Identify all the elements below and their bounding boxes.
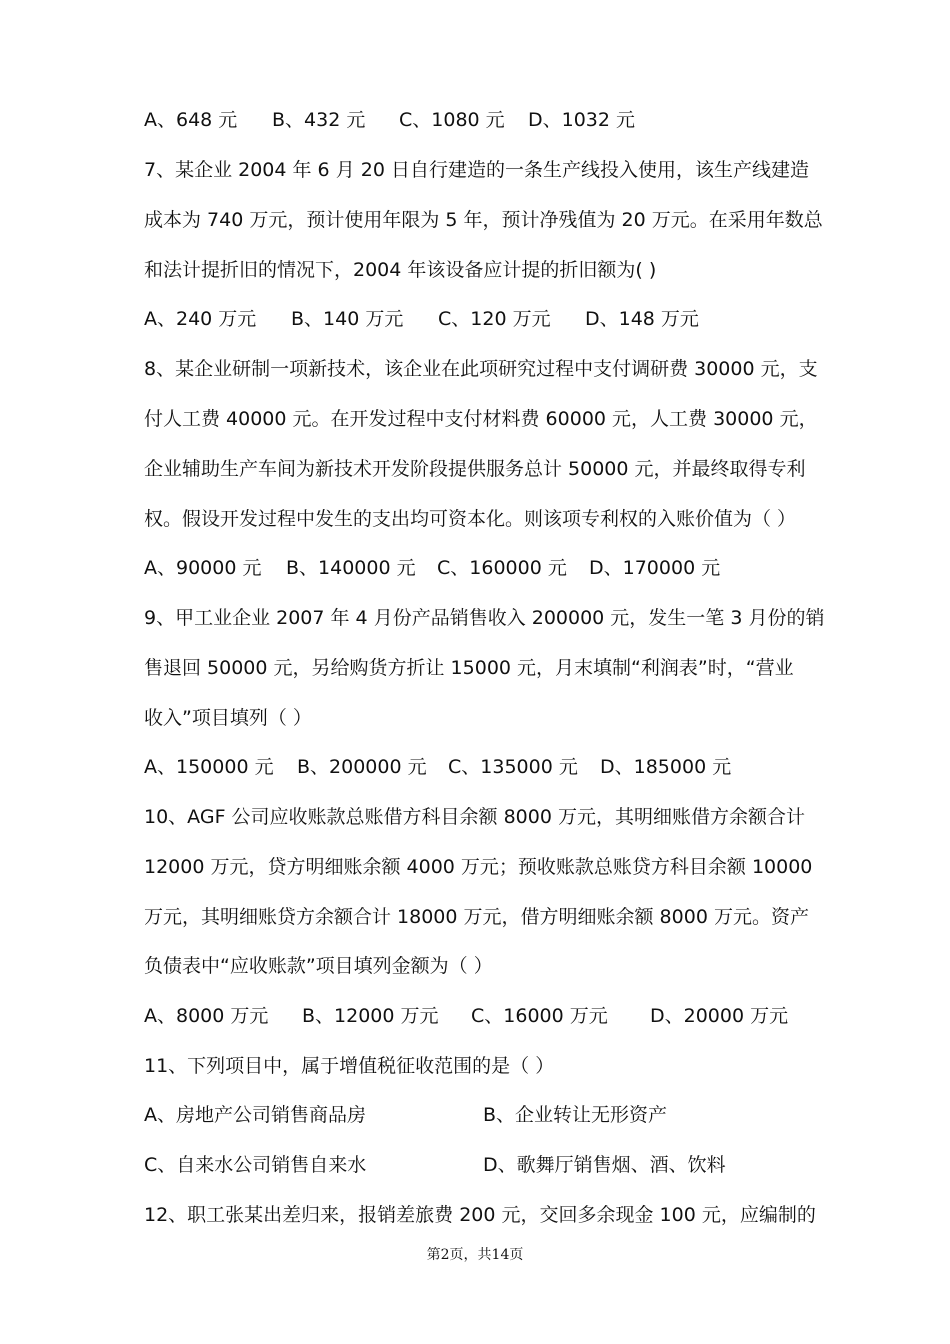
q6-option-b: B、432 元 — [272, 109, 366, 131]
question-8-line-3: 企业辅助生产车间为新技术开发阶段提供服务总计 50000 元，并最终取得专利 — [144, 458, 806, 480]
question-10-line-2: 12000 万元，贷方明细账余额 4000 万元；预收账款总账贷方科目余额 10000 — [144, 856, 813, 878]
q7-option-c: C、120 万元 — [438, 308, 551, 330]
q9-option-b: B、200000 元 — [297, 756, 427, 778]
question-9-line-3: 收入”项目填列（ ） — [144, 707, 312, 729]
q10-option-b: B、12000 万元 — [302, 1005, 439, 1027]
question-7-line-1: 7、某企业 2004 年 6 月 20 日自行建造的一条生产线投入使用，该生产线建造 — [144, 159, 809, 181]
question-9-line-1: 9、甲工业企业 2007 年 4 月份产品销售收入 200000 元，发生一笔 3 月份的销 — [144, 607, 825, 629]
q8-option-b: B、140000 元 — [286, 557, 416, 579]
question-8-line-1: 8、某企业研制一项新技术，该企业在此项研究过程中支付调研费 30000 元，支 — [144, 358, 818, 380]
question-12-line-1: 12、职工张某出差归来，报销差旅费 200 元，交回多余现金 100 元，应编制的 — [144, 1204, 816, 1226]
q10-option-c: C、16000 万元 — [471, 1005, 608, 1027]
q6-option-d: D、1032 元 — [528, 109, 636, 131]
q10-option-a: A、8000 万元 — [144, 1005, 269, 1027]
q8-option-d: D、170000 元 — [589, 557, 721, 579]
q11-option-c: C、自来水公司销售自来水 — [144, 1154, 367, 1176]
q6-option-c: C、1080 元 — [399, 109, 505, 131]
q11-option-d: D、歌舞厅销售烟、酒、饮料 — [483, 1154, 726, 1176]
q9-option-a: A、150000 元 — [144, 756, 274, 778]
q7-option-a: A、240 万元 — [144, 308, 257, 330]
q11-option-a: A、房地产公司销售商品房 — [144, 1104, 366, 1126]
q7-option-b: B、140 万元 — [291, 308, 404, 330]
q8-option-c: C、160000 元 — [437, 557, 567, 579]
question-7-line-2: 成本为 740 万元，预计使用年限为 5 年，预计净残值为 20 万元。在采用年数总 — [144, 209, 823, 231]
q11-option-b: B、企业转让无形资产 — [483, 1104, 668, 1126]
question-10-line-1: 10、AGF 公司应收账款总账借方科目余额 8000 万元，其明细账借方余额合计 — [144, 806, 805, 828]
question-10-line-3: 万元，其明细账贷方余额合计 18000 万元，借方明细账余额 8000 万元。资产 — [144, 906, 809, 928]
page-footer: 第2页，共14页 — [426, 1247, 524, 1263]
question-10-line-4: 负债表中“应收账款”项目填列金额为（ ） — [144, 955, 493, 977]
question-11-line-1: 11、下列项目中，属于增值税征收范围的是（ ） — [144, 1055, 555, 1077]
q9-option-d: D、185000 元 — [600, 756, 732, 778]
question-7-line-3: 和法计提折旧的情况下，2004 年该设备应计提的折旧额为( ) — [144, 259, 657, 281]
q6-option-a: A、648 元 — [144, 109, 238, 131]
q8-option-a: A、90000 元 — [144, 557, 262, 579]
question-8-line-4: 权。假设开发过程中发生的支出均可资本化。则该项专利权的入账价值为（ ） — [144, 508, 797, 530]
question-9-line-2: 售退回 50000 元，另给购货方折让 15000 元，月末填制“利润表”时，“营业 — [144, 657, 794, 679]
q7-option-d: D、148 万元 — [585, 308, 699, 330]
q10-option-d: D、20000 万元 — [650, 1005, 789, 1027]
q9-option-c: C、135000 元 — [448, 756, 578, 778]
question-8-line-2: 付人工费 40000 元。在开发过程中支付材料费 60000 元，人工费 30000 元， — [144, 408, 818, 430]
